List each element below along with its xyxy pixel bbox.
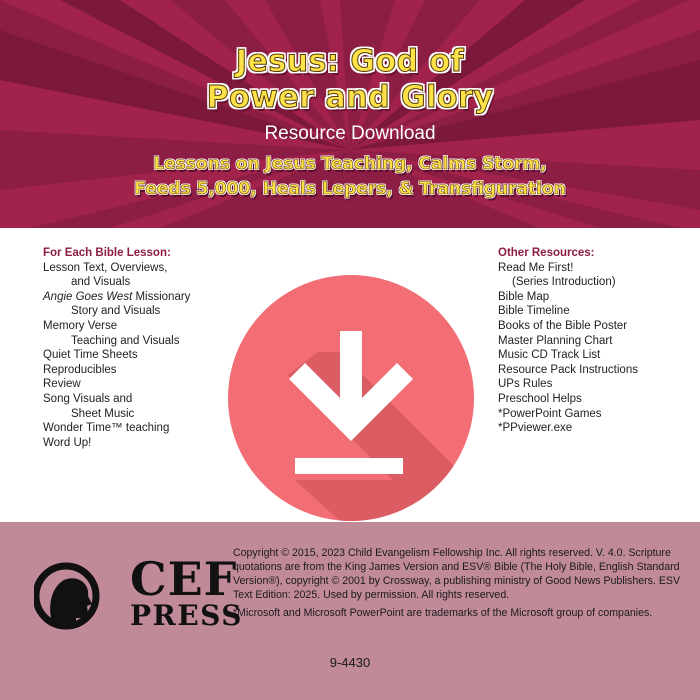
- list-item: Sheet Music: [71, 407, 135, 420]
- copyright-block: [233, 546, 683, 624]
- title-block: [0, 44, 700, 202]
- list-item-suffix: Missionary: [132, 290, 191, 303]
- title-line-1: Jesus: God of: [235, 44, 465, 79]
- download-arrow-icon[interactable]: [228, 275, 474, 521]
- lessons-line-1: Lessons on Jesus Teaching, Calms Storm,: [153, 154, 547, 174]
- list-item: *PowerPoint Games: [498, 407, 602, 420]
- list-item: Review: [43, 378, 81, 391]
- list-item: Bible Timeline: [498, 305, 570, 318]
- list-item: Story and Visuals: [71, 305, 161, 318]
- content-area: [0, 228, 700, 522]
- header-banner: [0, 0, 700, 228]
- other-resources-heading: Other Resources:: [498, 247, 595, 259]
- logo-cef-text: CEF: [130, 552, 238, 606]
- list-item: Teaching and Visuals: [71, 334, 180, 347]
- list-item: Reproducibles: [43, 363, 117, 376]
- product-code: 9-4430: [329, 655, 371, 670]
- list-item: Song Visuals and: [43, 392, 133, 405]
- list-item: Books of the Bible Poster: [498, 319, 628, 332]
- footer: [0, 522, 700, 700]
- list-item: Resource Pack Instructions: [498, 363, 638, 376]
- list-item: *PPviewer.exe: [498, 422, 573, 435]
- list-item: Bible Map: [498, 290, 550, 303]
- logo-press-text: PRESS: [130, 599, 243, 632]
- list-item: Music CD Track List: [498, 349, 601, 362]
- lesson-resources-list: [43, 246, 213, 450]
- list-item: Wonder Time™ teaching: [43, 422, 170, 435]
- lesson-resources-heading: For Each Bible Lesson:: [43, 247, 171, 259]
- missionary-story-title: Angie Goes West: [43, 290, 133, 303]
- list-item: UPs Rules: [498, 378, 553, 391]
- lessons-line-2: Feeds 5,000, Heals Lepers, & Transfiguration: [134, 179, 566, 199]
- trademark-text: *Microsoft and Microsoft PowerPoint are trademarks of the Microsoft group of companies.: [233, 607, 653, 619]
- list-item: Memory Verse: [43, 319, 118, 332]
- subtitle: Resource Download: [264, 123, 436, 144]
- head-silhouette-icon: [34, 558, 104, 638]
- list-item: Preschool Helps: [498, 392, 582, 405]
- list-item: Quiet Time Sheets: [43, 349, 138, 362]
- cef-press-logo: [34, 552, 243, 644]
- list-item: Read Me First!: [498, 261, 574, 274]
- other-resources-list: [498, 246, 678, 436]
- list-item: Lesson Text, Overviews,: [43, 261, 168, 274]
- list-item: Master Planning Chart: [498, 334, 613, 347]
- list-item: [43, 290, 213, 305]
- list-item: Word Up!: [43, 436, 92, 449]
- list-item: and Visuals: [71, 276, 131, 289]
- title-line-2: Power and Glory: [206, 80, 494, 115]
- copyright-text: Copyright © 2015, 2023 Child Evangelism Fellowship Inc. All rights reserved. V. 4.0. Scripture quotations are from the King James Version and ESV® Bible (The Holy Bible, English Standard Version®), copyright © 2001 by Crossway, a publishing ministry of Good News Publishers. ESV Text Edition: 2025. Used by permission. All rights reserved.: [233, 547, 681, 601]
- list-item: (Series Introduction): [512, 276, 616, 289]
